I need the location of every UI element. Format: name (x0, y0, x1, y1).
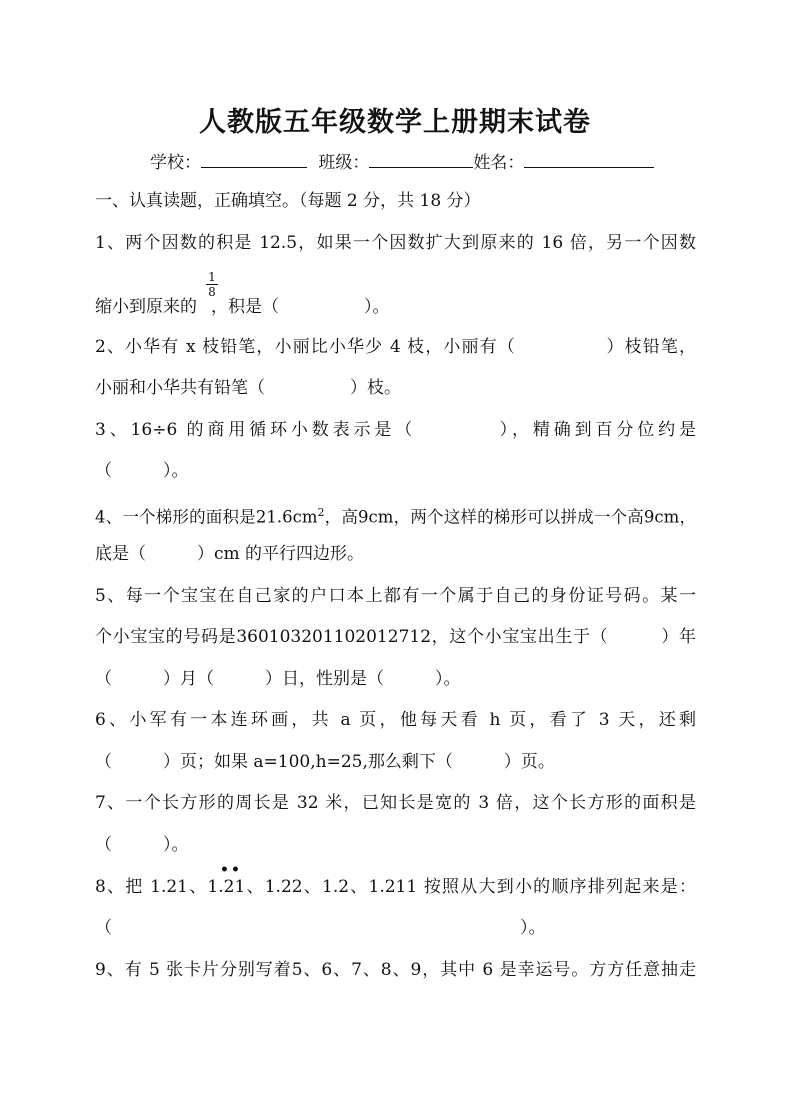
superscript-2: 2 (317, 506, 325, 519)
question-5-line-1: 5、每一个宝宝在自己家的户口本上都有一个属于自己的身份证号码。某一 (95, 586, 696, 606)
question-8-line-2: （ ）。 (95, 918, 546, 938)
section-heading: 一、认真读题，正确填空。（每题 2 分，共 18 分） (95, 191, 481, 211)
question-3-line-1: 3、16÷6 的商用循环小数表示是（ ），精确到百分位约是 (95, 420, 696, 440)
question-6-line-1: 6、小军有一本连环画，共 a 页，他每天看 h 页，看了 3 天，还剩 (95, 710, 696, 730)
question-3-line-2: （ ）。 (95, 461, 189, 481)
fraction-numerator: 1 (206, 270, 218, 285)
question-2-line-1: 2、小华有 x 枝铅笔，小丽比小华少 4 枝，小丽有（ ）枝铅笔， (95, 337, 696, 357)
question-4-text-a: 4、一个梯形的面积是21.6cm (95, 507, 318, 527)
question-1-answer: ，积是（ ）。 (211, 297, 390, 317)
question-9-line-1: 9、有 5 张卡片分别写着5、6、7、8、9，其中 6 是幸运号。方方任意抽走 (95, 960, 696, 980)
school-label: 学校： (150, 153, 201, 173)
question-1-text: 缩小到原来的 (95, 297, 197, 317)
question-1-line-1: 1、两个因数的积是 12.5，如果一个因数扩大到原来的 16 倍，另一个因数 (95, 233, 696, 253)
question-5-line-2: 个小宝宝的号码是360103201102012712，这个小宝宝出生于（ ）年 (95, 627, 696, 647)
name-blank[interactable] (524, 151, 654, 168)
question-4-line-2: 底是（ ）cm 的平行四边形。 (95, 544, 365, 564)
question-4-text-b: ，高9cm，两个这样的梯形可以拼成一个高9cm， (324, 507, 696, 527)
question-8-line-1: 8、把 1.21、1.21、1.22、1.2、1.211 按照从大到小的顺序排列起来是： (95, 877, 696, 897)
question-7-line-2: （ ）。 (95, 835, 189, 855)
question-2-line-2: 小丽和小华共有铅笔（ ）枝。 (95, 378, 401, 398)
name-label: 姓名： (473, 153, 525, 173)
question-1-line-2 (95, 296, 390, 318)
page-title: 人教版五年级数学上册期末试卷 (199, 107, 591, 138)
question-7-line-1: 7、一个长方形的周长是 32 米，已知长是宽的 3 倍，这个长方形的面积是 (95, 793, 696, 813)
class-blank[interactable] (369, 151, 473, 168)
question-4-line-1 (95, 502, 696, 529)
fraction-denominator: 8 (208, 285, 216, 299)
question-6-line-2: （ ）页；如果 a=100,h=25,那么剩下（ ）页。 (95, 752, 555, 772)
question-5-line-3: （ ）月（ ）日，性别是（ ）。 (95, 669, 461, 689)
class-label: 班级： (318, 153, 370, 173)
fraction-one-eighth (206, 270, 218, 299)
repeating-decimal-dots: •• (220, 862, 242, 878)
student-info-line (150, 148, 654, 173)
school-blank[interactable] (201, 151, 307, 168)
